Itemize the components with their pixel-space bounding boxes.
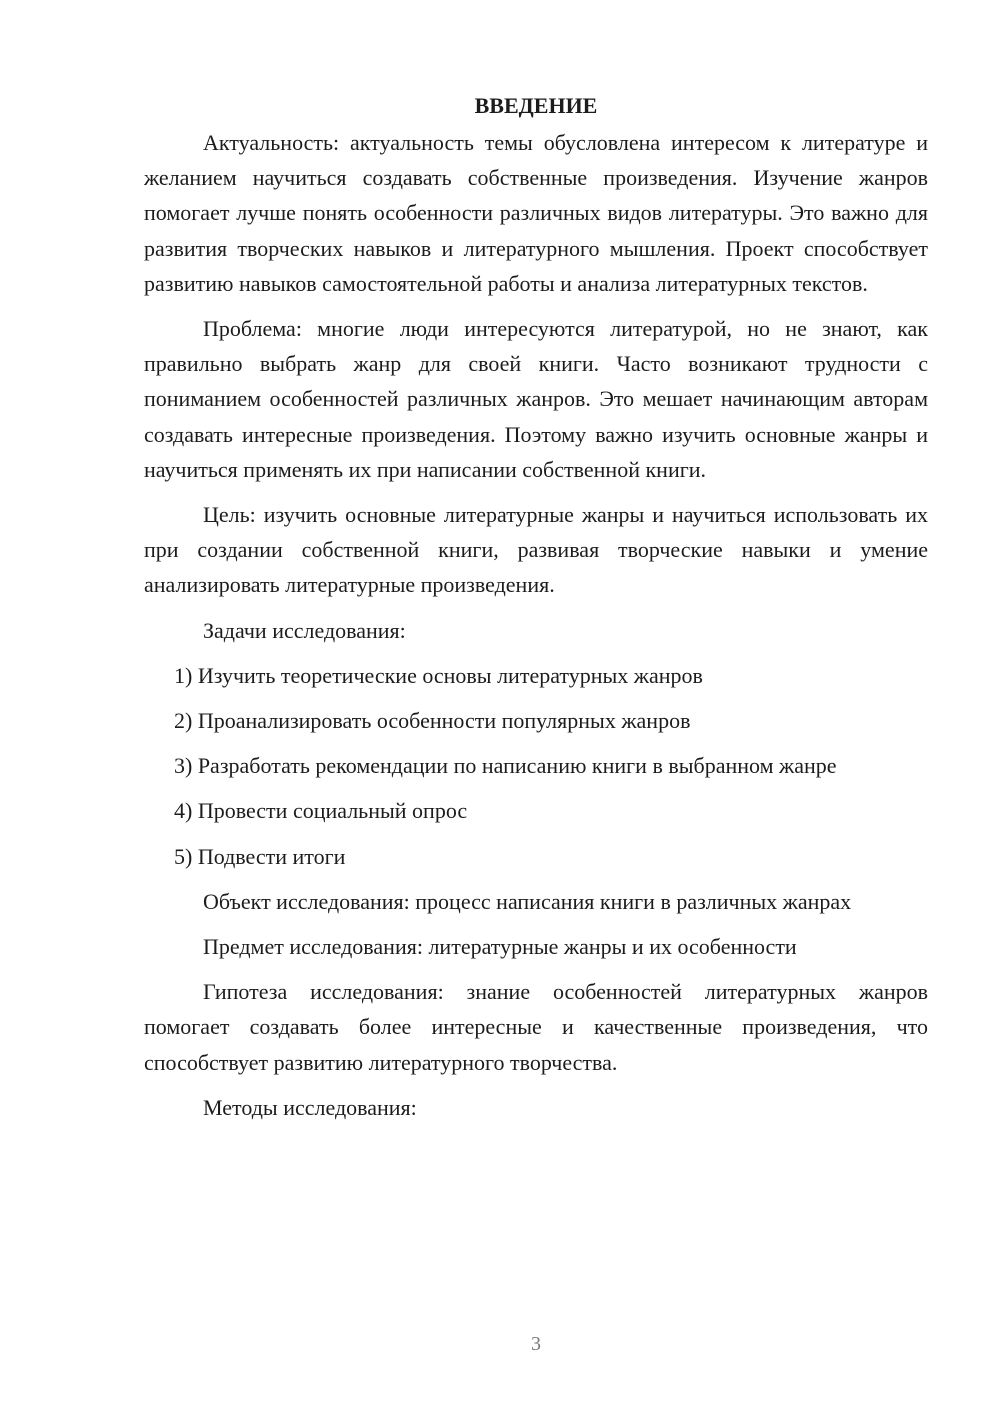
- paragraph-subject: Предмет исследования: литературные жанры и их особенности: [203, 934, 797, 960]
- paragraph-object: Объект исследования: процесс написания книги в различных жанрах: [203, 888, 852, 914]
- page-body: [144, 90, 928, 1135]
- section-heading: ВВЕДЕНИЕ: [474, 93, 598, 118]
- task-item-2: 2) Проанализировать особенности популярных жанров: [174, 708, 691, 734]
- paragraph-hypothesis: Гипотеза исследования: знание особенностей литературных жанров помогает создавать более интересные и качественные произведения, что способствует развитию литературного творчества.: [144, 979, 928, 1075]
- task-item-3: 3) Разработать рекомендации по написанию книги в выбранном жанре: [174, 753, 837, 779]
- paragraph-relevance: Актуальность: актуальность темы обусловлена интересом к литературе и желанием научиться создавать собственные произведения. Изучение жанров помогает лучше понять особенности различных видов литературы. Это важно для развития творческих навыков и литературного мышления. Проект способствует развитию навыков самостоятельной работы и анализа литературных текстов.: [144, 130, 928, 296]
- paragraph-tasks-title: Задачи исследования:: [203, 617, 406, 643]
- paragraph-methods: Методы исследования:: [203, 1094, 417, 1120]
- paragraph-problem: Проблема: многие люди интересуются литературой, но не знают, как правильно выбрать жанр для своей книги. Часто возникают трудности с пониманием особенностей различных жанров. Это мешает начинающим авторам создавать интересные произведения. Поэтому важно изучить основные жанры и научиться применять их при написании собственной книги.: [144, 316, 928, 482]
- page-number: 3: [531, 1333, 541, 1355]
- paragraph-goal: Цель: изучить основные литературные жанры и научиться использовать их при создании собственной книги, развивая творческие навыки и умение анализировать литературные произведения.: [144, 502, 928, 598]
- task-item-1: 1) Изучить теоретические основы литературных жанров: [174, 662, 703, 688]
- task-item-5: 5) Подвести итоги: [174, 843, 346, 869]
- task-item-4: 4) Провести социальный опрос: [174, 798, 468, 824]
